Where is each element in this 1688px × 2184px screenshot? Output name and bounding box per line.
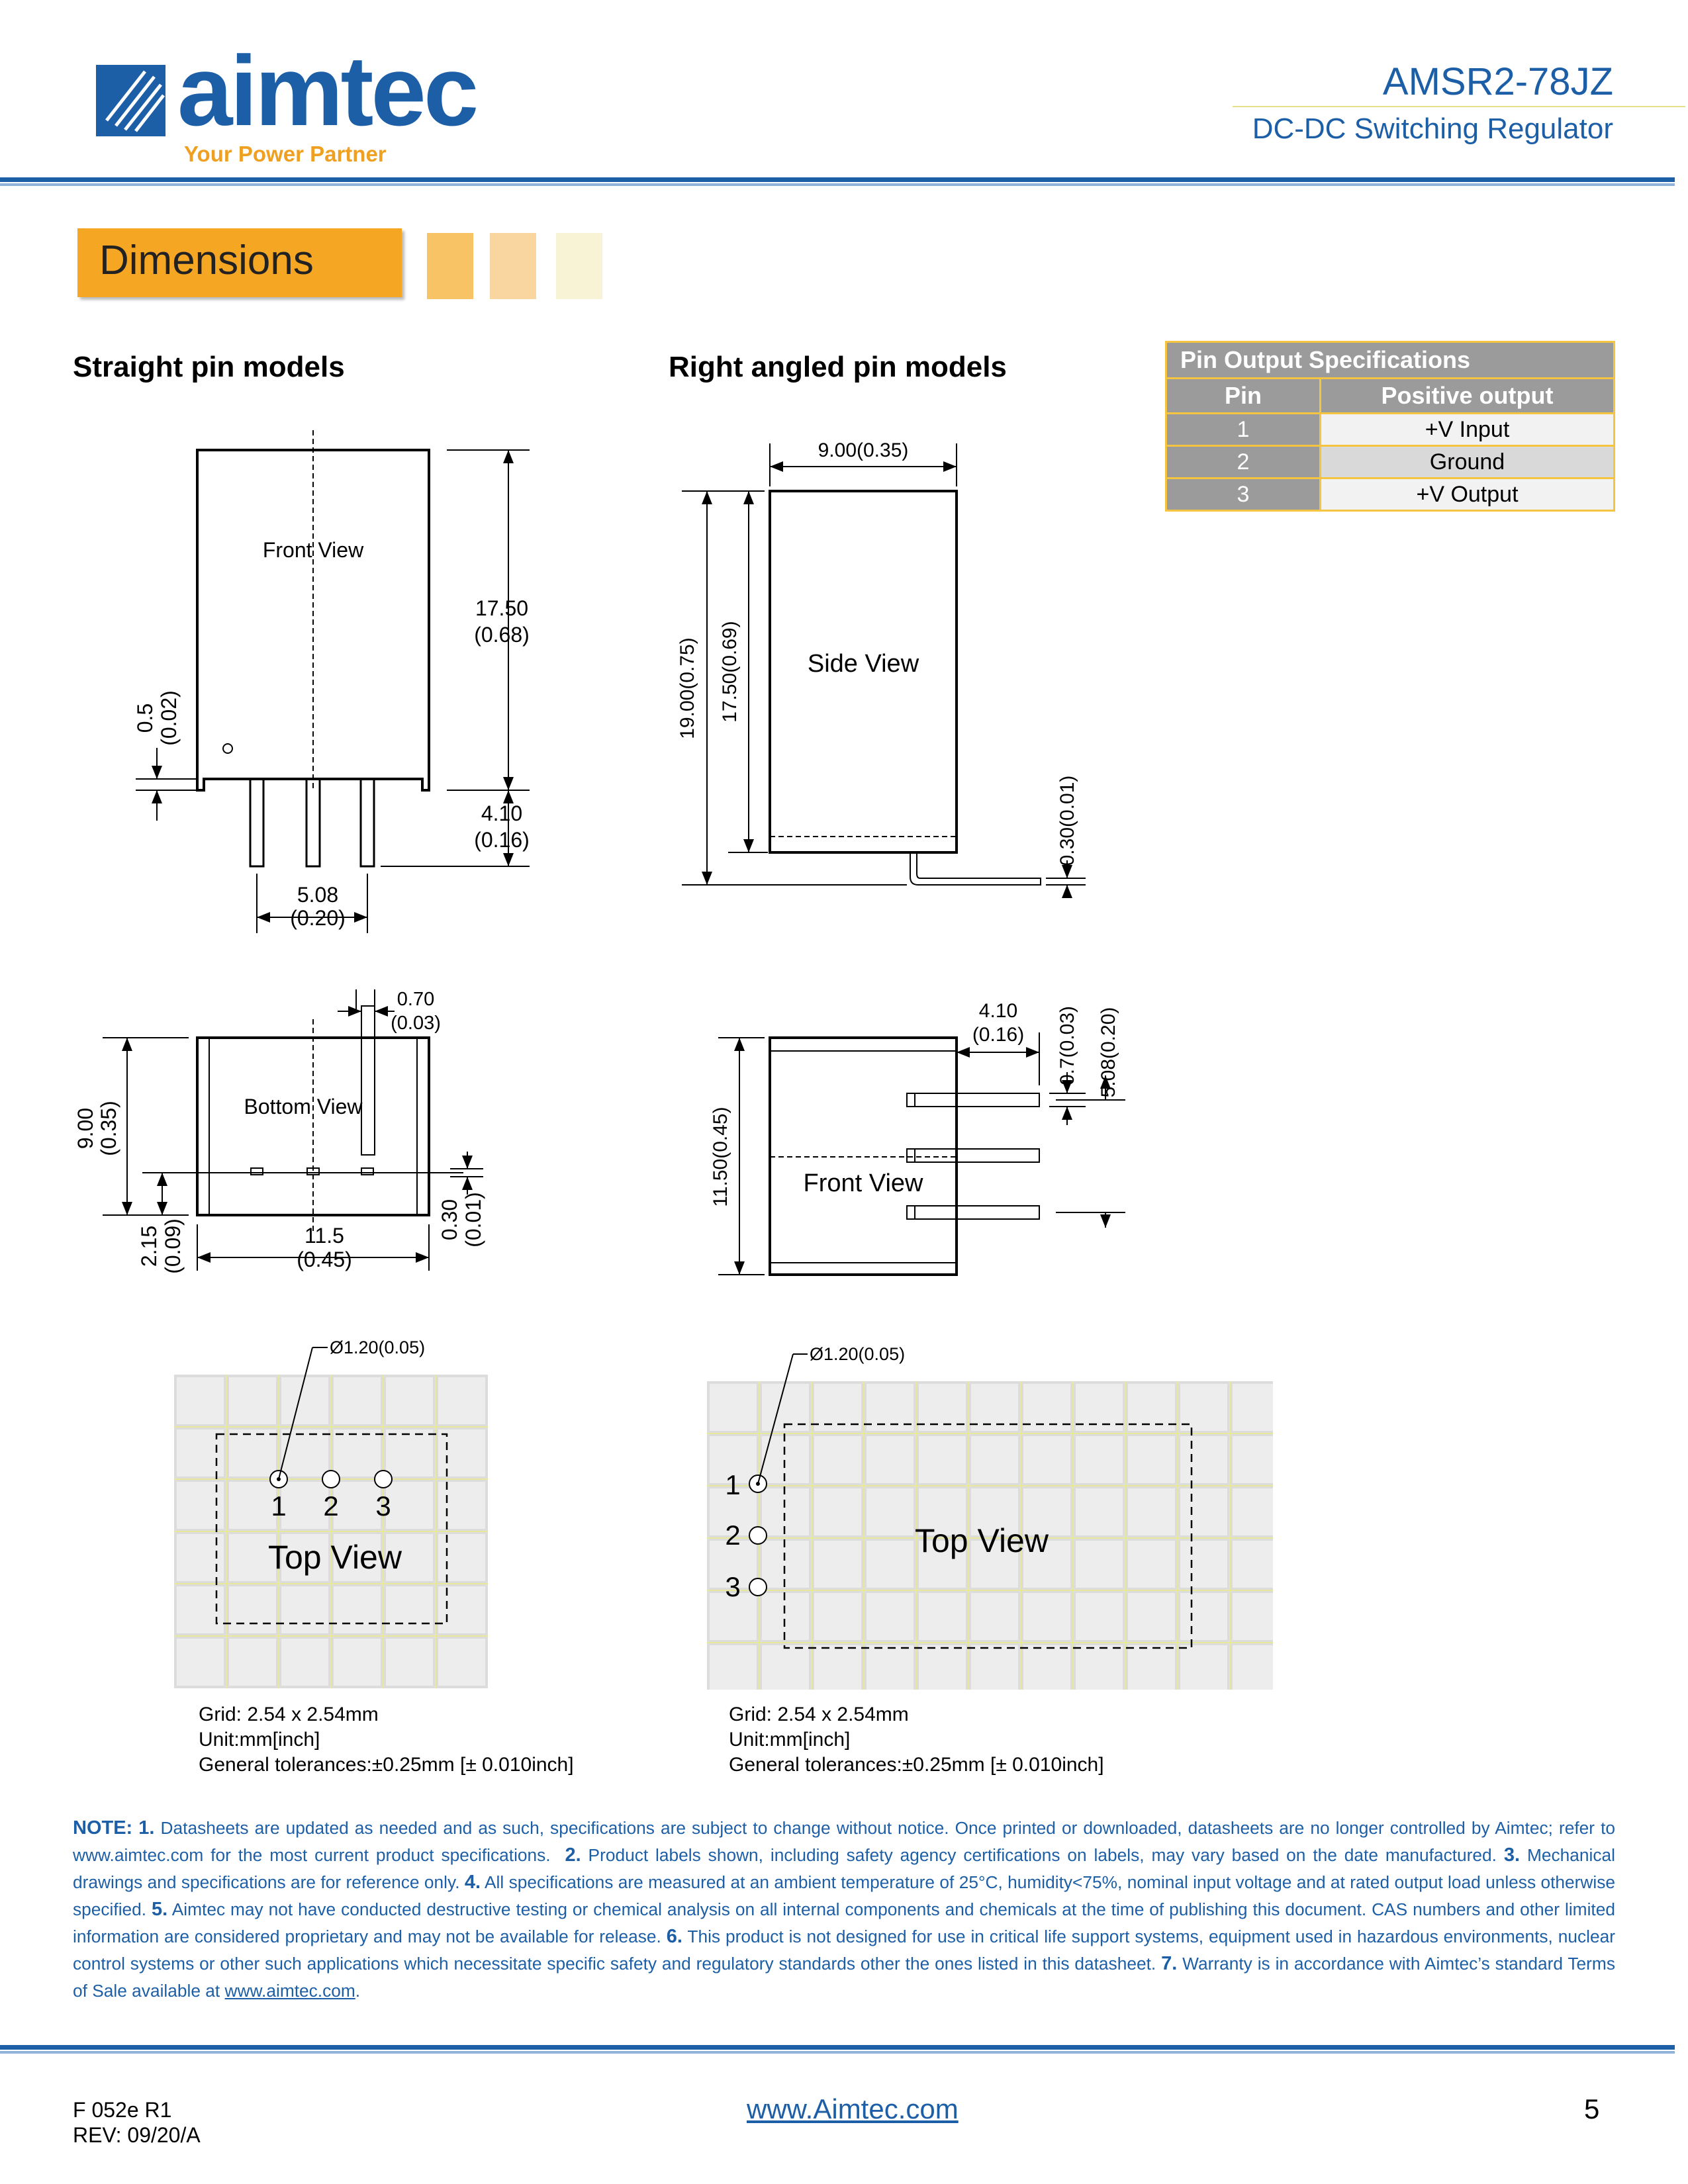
dim-standoff: 0.5 bbox=[133, 703, 157, 733]
note-end: . bbox=[355, 1981, 361, 2001]
note-text: This product is not designed for use in critical life support systems, equipment used in hazardous environments, nuclear control systems or other such applications which necessitate specific safety and regulatory standards other the ones listed in this datasheet. bbox=[73, 1927, 1615, 1974]
pin-function: +V Input bbox=[1321, 414, 1615, 446]
header-divider-light bbox=[0, 183, 1675, 186]
dim-pin-width-inch: (0.03) bbox=[391, 1013, 441, 1034]
pin-label: 3 bbox=[725, 1571, 741, 1602]
pin-number: 2 bbox=[1166, 446, 1321, 478]
hole-diameter-label: Ø1.20(0.05) bbox=[330, 1338, 426, 1357]
dim-pitch: 5.08(0.20) bbox=[1098, 1007, 1119, 1098]
note-number: 2. bbox=[565, 1844, 581, 1866]
page-number: 5 bbox=[1584, 2093, 1600, 2124]
straight-front-view bbox=[136, 430, 530, 933]
dim-depth-inch: (0.35) bbox=[97, 1101, 120, 1156]
dim-height: 17.50 bbox=[475, 596, 529, 620]
pin-label: 3 bbox=[375, 1490, 391, 1522]
dim-width: 11.5 bbox=[305, 1224, 344, 1248]
pin-label: 1 bbox=[725, 1469, 741, 1500]
front-view-label: Front View bbox=[262, 538, 364, 562]
model-number: AMSR2-78JZ bbox=[1382, 60, 1613, 103]
note-text: Product labels shown, including safety agency certifications on labels, may vary based on the date manufactured. bbox=[588, 1845, 1497, 1865]
straight-bottom-labels bbox=[73, 989, 485, 1274]
pin-number: 3 bbox=[1166, 478, 1321, 511]
pin-label: 2 bbox=[323, 1490, 339, 1522]
top-view-label: Top View bbox=[268, 1539, 402, 1576]
header-divider bbox=[0, 177, 1675, 182]
dim-pin-thickness-inch: (0.01) bbox=[461, 1192, 485, 1248]
dim-pin-width: 0.7(0.03) bbox=[1056, 1005, 1078, 1086]
product-subtitle: DC-DC Switching Regulator bbox=[1252, 113, 1613, 145]
revision: REV: 09/20/A bbox=[73, 2123, 201, 2147]
table-header-output: Positive output bbox=[1321, 379, 1615, 414]
dim-width: 9.00(0.35) bbox=[818, 439, 909, 461]
unit: Unit:mm[inch] bbox=[729, 1729, 851, 1751]
dim-pitch-inch: (0.20) bbox=[290, 906, 346, 930]
pin-function: Ground bbox=[1321, 446, 1615, 478]
note-text: Warranty is in accordance with Aimtec’s standard Terms of Sale available at bbox=[73, 1954, 1615, 2001]
unit: Unit:mm[inch] bbox=[199, 1729, 320, 1751]
dim-width-inch: (0.45) bbox=[297, 1248, 352, 1271]
dim-body-height: 17.50(0.69) bbox=[719, 621, 741, 723]
logo-wordmark: aimtec bbox=[177, 35, 477, 146]
logo-tagline: Your Power Partner bbox=[184, 142, 387, 166]
note-text: Aimtec may not have conducted destructive testing or chemical analysis on all internal components and chemicals at the time of publishing this document. CAS numbers and other limited information are considered proprietary and may not be available for release. bbox=[73, 1899, 1615, 1946]
tolerance: General tolerances:±0.25mm [± 0.010inch] bbox=[729, 1754, 1104, 1776]
mechanical-drawings bbox=[0, 397, 1688, 1787]
pin-function: +V Output bbox=[1321, 478, 1615, 511]
model-underline bbox=[1233, 106, 1685, 107]
right-side-labels bbox=[677, 439, 1078, 866]
hole-diameter-label: Ø1.20(0.05) bbox=[810, 1344, 906, 1364]
note-prefix: NOTE: bbox=[73, 1817, 133, 1839]
dim-standoff-inch: (0.02) bbox=[157, 690, 181, 746]
dim-pin-thickness: 0.30(0.01) bbox=[1056, 775, 1078, 866]
right-angle-heading: Right angled pin models bbox=[669, 351, 1007, 383]
grid-size: Grid: 2.54 x 2.54mm bbox=[729, 1704, 909, 1725]
deco-square-3 bbox=[556, 233, 602, 299]
pin-number: 1 bbox=[1166, 414, 1321, 446]
note-text: Datasheets are updated as needed and as such, specifications are subject to change without notice. Once printed or downloaded, datasheets are no longer controlled by Aimtec; refer to www.aimtec.com for the most current product specifications. bbox=[73, 1818, 1616, 1865]
note-text: All specifications are measured at an ambient temperature of 25°C, humidity<75%, nominal input voltage and at rated output load unless otherwise specified. bbox=[73, 1872, 1615, 1919]
dim-pin-length-inch: (0.16) bbox=[972, 1024, 1025, 1046]
table-caption: Pin Output Specifications bbox=[1166, 342, 1615, 379]
right-grid-caption bbox=[729, 1702, 1104, 1778]
straight-pin-heading: Straight pin models bbox=[73, 351, 345, 383]
straight-top-view bbox=[174, 1338, 488, 1688]
footer-website-link[interactable]: www.Aimtec.com bbox=[747, 2093, 959, 2124]
note-number: 1. bbox=[138, 1817, 155, 1839]
right-top-view bbox=[707, 1344, 1273, 1690]
front-view-label: Front View bbox=[803, 1169, 923, 1197]
dim-pin-width: 0.70 bbox=[397, 989, 435, 1010]
aimtec-logo-icon bbox=[96, 65, 165, 136]
dim-overall-height: 19.00(0.75) bbox=[677, 637, 698, 739]
straight-front-labels bbox=[133, 538, 530, 930]
notes-paragraph bbox=[73, 1815, 1615, 2005]
straight-grid-caption bbox=[199, 1702, 574, 1778]
top-view-label: Top View bbox=[915, 1522, 1049, 1559]
side-view-label: Side View bbox=[807, 650, 919, 678]
note-number: 7. bbox=[1161, 1953, 1178, 1974]
note-number: 3. bbox=[1503, 1844, 1521, 1866]
note-number: 5. bbox=[152, 1899, 168, 1920]
tolerance: General tolerances:±0.25mm [± 0.010inch] bbox=[199, 1754, 574, 1776]
terms-link[interactable]: www.aimtec.com bbox=[224, 1981, 355, 2001]
dim-height-inch: (0.68) bbox=[474, 623, 530, 647]
dim-pin-length: 4.10 bbox=[978, 1000, 1018, 1022]
footer-divider bbox=[0, 2045, 1675, 2050]
bottom-view-label: Bottom View bbox=[244, 1095, 363, 1118]
pin-label: 2 bbox=[725, 1520, 741, 1551]
note-text: Mechanical drawings and specifications are for reference only. bbox=[73, 1845, 1615, 1892]
dim-pin-length: 4.10 bbox=[481, 801, 523, 825]
pin-label: 1 bbox=[271, 1490, 287, 1522]
dim-pin-thickness: 0.30 bbox=[438, 1199, 461, 1241]
deco-square-2 bbox=[490, 233, 536, 299]
table-header-pin: Pin bbox=[1166, 379, 1321, 414]
dim-pin-length-inch: (0.16) bbox=[474, 828, 530, 852]
note-number: 4. bbox=[464, 1872, 481, 1893]
footer-divider-light bbox=[0, 2051, 1675, 2054]
dim-height: 11.50(0.45) bbox=[710, 1107, 731, 1207]
dim-row-offset-inch: (0.09) bbox=[161, 1218, 185, 1274]
dim-depth: 9.00 bbox=[73, 1107, 97, 1150]
grid-size: Grid: 2.54 x 2.54mm bbox=[199, 1704, 379, 1725]
deco-square-1 bbox=[427, 233, 473, 299]
note-number: 6. bbox=[666, 1926, 682, 1947]
dim-pitch: 5.08 bbox=[297, 883, 339, 907]
dim-row-offset: 2.15 bbox=[137, 1225, 161, 1267]
section-title: Dimensions bbox=[99, 238, 314, 283]
form-number: F 052e R1 bbox=[73, 2098, 172, 2122]
